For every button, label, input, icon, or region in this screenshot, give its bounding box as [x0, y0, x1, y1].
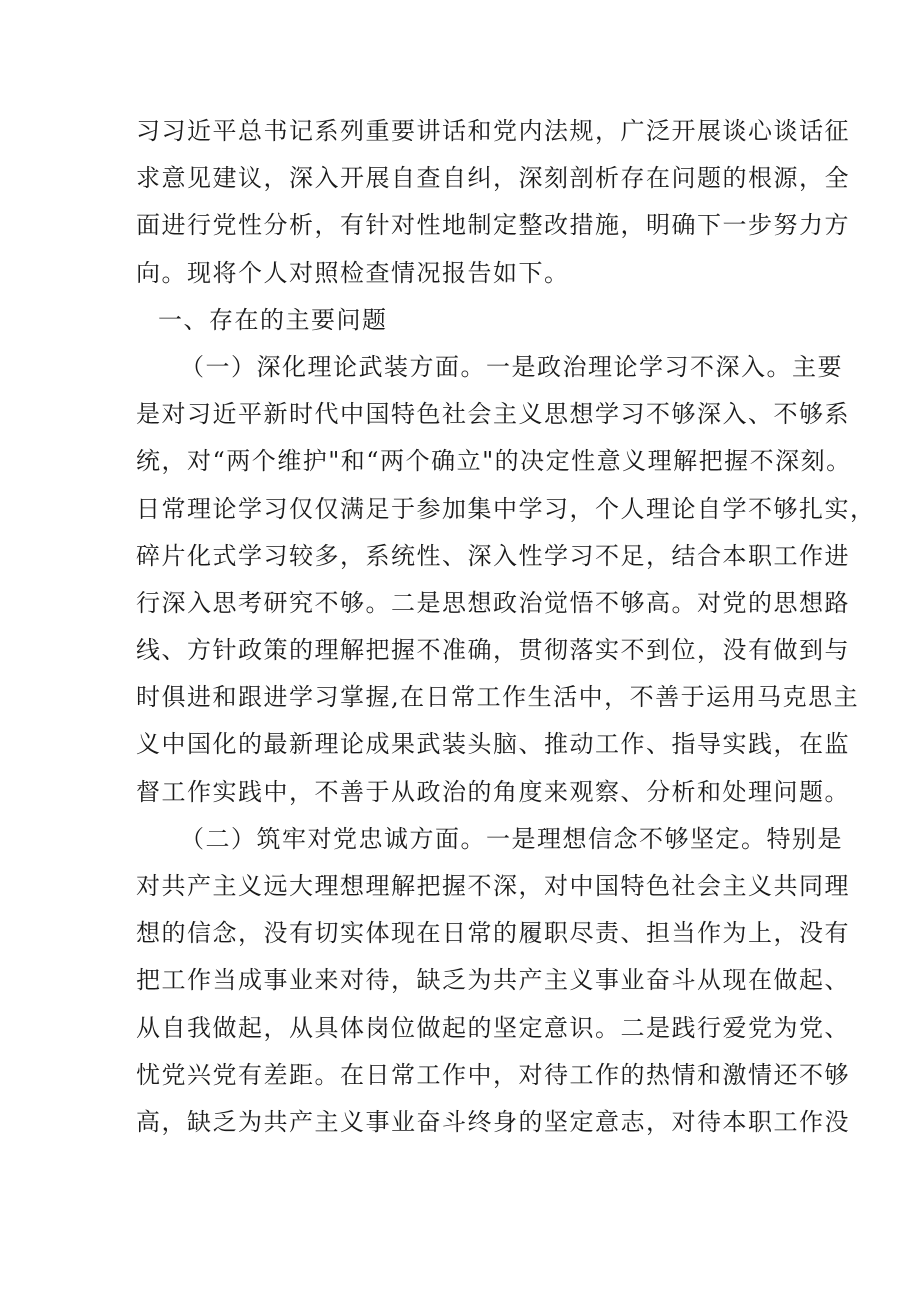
paragraph-line: 高，缺乏为共产主义事业奋斗终身的坚定意志，对待本职工作没 — [136, 1107, 850, 1136]
paragraph-line: 习习近平总书记系列重要讲话和党内法规，广泛开展谈心谈话征 — [136, 117, 850, 145]
document-body — [136, 108, 876, 1146]
paragraph-line: 想的信念，没有切实体现在日常的履职尽责、担当作为上，没有 — [136, 919, 850, 948]
paragraph-line: 行深入思考研究不够。二是思想政治觉悟不够高。对党的思想路 — [136, 588, 850, 617]
paragraph-line: 统，对“两个维护"和“两个确立"的决定性意义理解把握不深刻。 — [136, 447, 852, 476]
paragraph-line: 向。现将个人对照检查情况报告如下。 — [136, 258, 570, 287]
paragraph-line: 线、方针政策的理解把握不准确，贯彻落实不到位，没有做到与 — [136, 636, 850, 665]
paragraph-line: 义中国化的最新理论成果武装头脑、推动工作、指导实践，在监 — [136, 730, 850, 759]
paragraph-line: 对共产主义远大理想理解把握不深，对中国特色社会主义共同理 — [136, 872, 850, 900]
paragraph-line: 面进行党性分析，有针对性地制定整改措施，明确下一步努力方 — [136, 211, 850, 240]
section-heading: 一、存在的主要问题 — [158, 305, 388, 334]
paragraph-line: 时俱进和跟进学习掌握,在日常工作生活中，不善于运用马克思主 — [136, 683, 860, 712]
paragraph-line: 碎片化式学习较多，系统性、深入性学习不足，结合本职工作进 — [136, 541, 850, 570]
paragraph-line: 把工作当成事业来对待，缺乏为共产主义事业奋斗从现在做起、 — [136, 966, 850, 995]
paragraph-line: 督工作实践中，不善于从政治的角度来观察、分析和处理问题。 — [136, 777, 850, 806]
paragraph-line: 忧党兴党有差距。在日常工作中，对待工作的热情和激情还不够 — [136, 1060, 850, 1089]
paragraph-line: 从自我做起，从具体岗位做起的坚定意识。二是践行爱党为党、 — [136, 1013, 850, 1042]
paragraph-line: （二）筑牢对党忠诚方面。一是理想信念不够坚定。特别是 — [180, 824, 843, 853]
paragraph-line: 求意见建议，深入开展自查自纠，深刻剖析存在问题的根源，全 — [136, 164, 850, 193]
paragraph-line: 日常理论学习仅仅满足于参加集中学习，个人理论自学不够扎实， — [136, 494, 876, 523]
paragraph-line: （一）深化理论武装方面。一是政治理论学习不深入。主要 — [180, 352, 843, 381]
paragraph-line: 是对习近平新时代中国特色社会主义思想学习不够深入、不够系 — [136, 400, 850, 429]
